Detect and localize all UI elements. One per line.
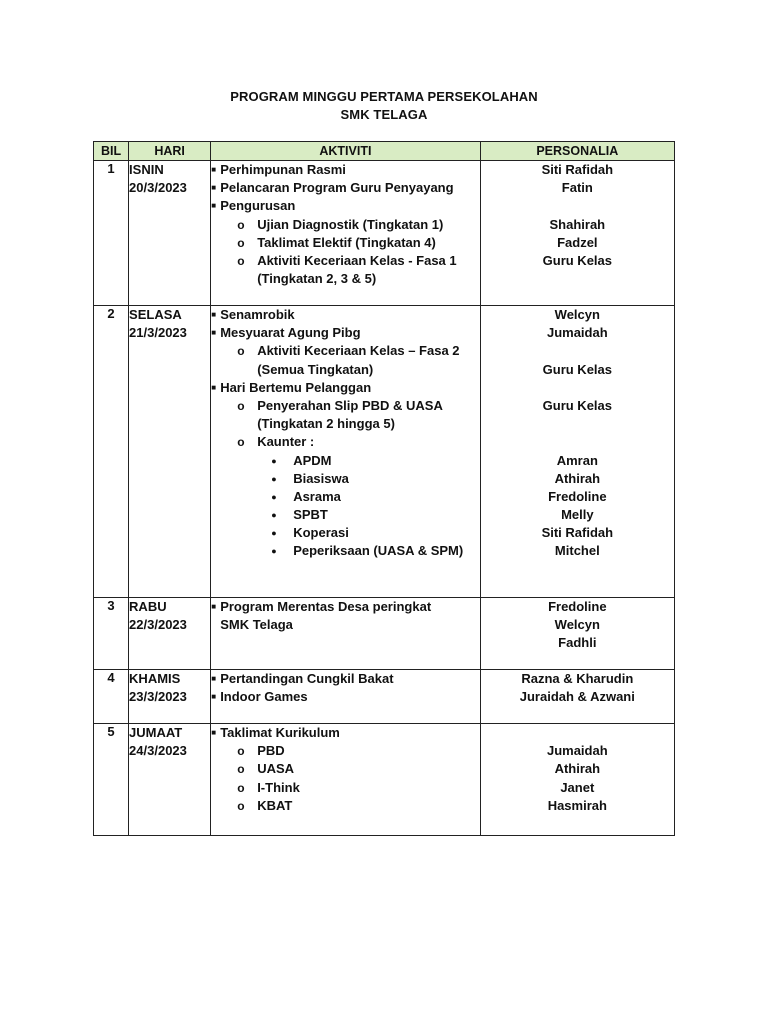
day-date: 21/3/2023 [129,325,187,341]
activity-text: Pelancaran Program Guru Penyayang [220,180,454,196]
activity-text: (Tingkatan 2, 3 & 5) [257,271,377,287]
activity-text: KBAT [257,797,293,813]
circle-bullet-icon: o [237,780,245,795]
activity-item [211,724,479,742]
row-number: 4 [94,670,129,724]
activity-text: I-Think [257,779,300,795]
personnel-name: Athirah [554,470,601,486]
square-bullet-icon: ■ [211,328,217,338]
activity-text: Ujian Diagnostik (Tingkatan 1) [257,216,444,232]
activity-text: Pertandingan Cungkil Bakat [220,671,394,686]
activity-item [211,415,479,433]
square-bullet-icon: ■ [211,310,217,319]
personnel-name: Razna & Kharudin [521,671,634,686]
activity-item [211,324,479,342]
personnel-name: Fadzel [557,234,598,250]
square-bullet-icon: ■ [211,165,217,174]
square-bullet-icon: ■ [211,692,217,702]
row-day-cell [129,598,211,670]
circle-bullet-icon: o [237,253,245,268]
activity-text: SPBT [293,507,328,523]
square-bullet-icon: ■ [211,602,217,611]
row-activities [211,161,480,306]
circle-bullet-icon: o [237,344,245,359]
document-subtitle: SMK TELAGA [340,107,428,122]
activity-item [211,216,479,234]
personnel-name: Siti Rafidah [541,162,614,177]
activity-text: Aktiviti Keceriaan Kelas - Fasa 1 [257,252,457,268]
activity-text: Indoor Games [220,689,308,705]
activity-text: Penyerahan Slip PBD & UASA [257,397,443,413]
activity-text: Peperiksaan (UASA & SPM) [293,543,464,559]
row-number: 3 [94,598,129,670]
activity-item [211,760,479,778]
activity-item [211,524,479,542]
personnel-name: Fredoline [548,599,607,614]
activity-item [211,433,479,451]
row-personnel [480,724,674,836]
dot-bullet-icon: ● [271,473,277,484]
personnel-name: Guru Kelas [542,361,612,377]
activity-text: Biasiswa [293,470,349,486]
activity-text: Kaunter : [257,434,315,450]
table-row [94,598,675,670]
circle-bullet-icon: o [237,762,245,777]
row-activities [211,670,480,724]
document-title: PROGRAM MINGGU PERTAMA PERSEKOLAHAN [230,89,538,104]
activity-item [211,379,479,397]
activity-text: Mesyuarat Agung Pibg [220,325,361,341]
dot-bullet-icon: ● [271,455,277,466]
personnel-name: Jumaidah [546,325,608,341]
personnel-name [481,342,674,360]
row-activities [211,306,480,598]
activity-item [211,361,479,379]
personnel-name: Juraidah & Azwani [519,689,635,705]
personnel-name [481,379,674,397]
activity-item [211,234,479,252]
dot-bullet-icon: ● [271,546,277,557]
activity-text: (Semua Tingkatan) [257,361,374,377]
circle-bullet-icon: o [237,217,245,232]
personnel-name: Guru Kelas [542,252,612,268]
activity-item [211,270,479,288]
activity-item [211,470,479,488]
day-date: 23/3/2023 [129,689,187,705]
row-day-cell [129,306,211,598]
activity-text: Taklimat Kurikulum [220,725,340,740]
activity-text: Senamrobik [220,307,295,322]
activity-item [211,616,479,634]
activity-text: Program Merentas Desa peringkat [220,599,432,614]
dot-bullet-icon: ● [271,510,277,521]
square-bullet-icon: ■ [211,382,217,392]
activity-text: Asrama [293,488,341,504]
circle-bullet-icon: o [237,435,245,450]
activity-item [211,452,479,470]
activity-text: Aktiviti Keceriaan Kelas – Fasa 2 [257,343,460,359]
personnel-name [481,197,674,215]
row-number: 5 [94,724,129,836]
activity-item [211,797,479,815]
personnel-name: Fredoline [548,488,607,504]
circle-bullet-icon: o [237,398,245,413]
schedule-table [93,141,675,836]
personnel-name: Guru Kelas [542,397,612,413]
day-name: KHAMIS [129,671,181,686]
activity-text: Koperasi [293,525,349,541]
table-row [94,306,675,598]
activity-text: Taklimat Elektif (Tingkatan 4) [257,234,436,250]
personnel-name: Mitchel [554,543,600,559]
personnel-name: Melly [561,507,594,523]
day-name: RABU [129,599,167,614]
personnel-name: Amran [556,452,598,468]
personnel-name: Athirah [554,761,601,777]
table-row [94,670,675,724]
row-activities [211,598,480,670]
activity-item [211,742,479,760]
table-row [94,161,675,306]
day-date: 24/3/2023 [129,743,187,759]
activity-item [211,488,479,506]
square-bullet-icon: ■ [211,183,217,193]
circle-bullet-icon: o [237,235,245,250]
activity-item [211,252,479,270]
table-row [94,724,675,836]
circle-bullet-icon: o [237,798,245,813]
activity-text: PBD [257,743,285,759]
personnel-name [481,724,674,742]
activity-item [211,598,479,616]
personnel-name: Welcyn [554,307,600,322]
day-date: 20/3/2023 [129,180,187,196]
activity-item [211,506,479,524]
row-number: 2 [94,306,129,598]
personnel-name: Welcyn [554,617,600,633]
row-day-cell [129,670,211,724]
personnel-name: Fadhli [558,635,597,651]
activity-item [211,779,479,797]
activity-text: APDM [293,452,332,468]
row-day-cell [129,161,211,306]
activity-text: UASA [257,761,295,777]
personnel-name: Fatin [561,180,593,196]
activity-item [211,342,479,360]
personnel-name: Janet [560,779,595,795]
header-hari: HARI [129,142,211,161]
row-activities [211,724,480,836]
header-bil: BIL [94,142,129,161]
activity-item [211,161,479,179]
dot-bullet-icon: ● [271,491,277,502]
row-personnel [480,598,674,670]
activity-item [211,542,479,560]
personnel-name: Jumaidah [546,743,608,759]
row-personnel [480,670,674,724]
personnel-name: Shahirah [549,216,606,232]
activity-item [211,670,479,688]
row-personnel [480,306,674,598]
row-number: 1 [94,161,129,306]
personnel-name: Hasmirah [547,797,607,813]
header-personalia: PERSONALIA [480,142,674,161]
personnel-name: Siti Rafidah [541,525,614,541]
day-name: ISNIN [129,162,164,177]
day-date: 22/3/2023 [129,617,187,633]
activity-text: Pengurusan [220,198,296,214]
header-aktiviti: AKTIVITI [211,142,480,161]
dot-bullet-icon: ● [271,528,277,539]
square-bullet-icon: ■ [211,674,217,683]
activity-text: SMK Telaga [220,617,293,633]
activity-text: Perhimpunan Rasmi [220,162,346,177]
activity-item [211,688,479,706]
circle-bullet-icon: o [237,744,245,759]
activity-item [211,306,479,324]
activity-item [211,197,479,215]
activity-item [211,179,479,197]
square-bullet-icon: ■ [211,728,217,737]
day-name: SELASA [129,307,182,322]
row-day-cell [129,724,211,836]
personnel-name [481,415,674,433]
activity-item [211,397,479,415]
day-name: JUMAAT [129,725,183,740]
personnel-name [481,433,674,451]
activity-text: Hari Bertemu Pelanggan [220,379,372,395]
activity-text: (Tingkatan 2 hingga 5) [257,416,395,432]
row-personnel [480,161,674,306]
header-row [94,142,675,161]
square-bullet-icon: ■ [211,201,217,211]
